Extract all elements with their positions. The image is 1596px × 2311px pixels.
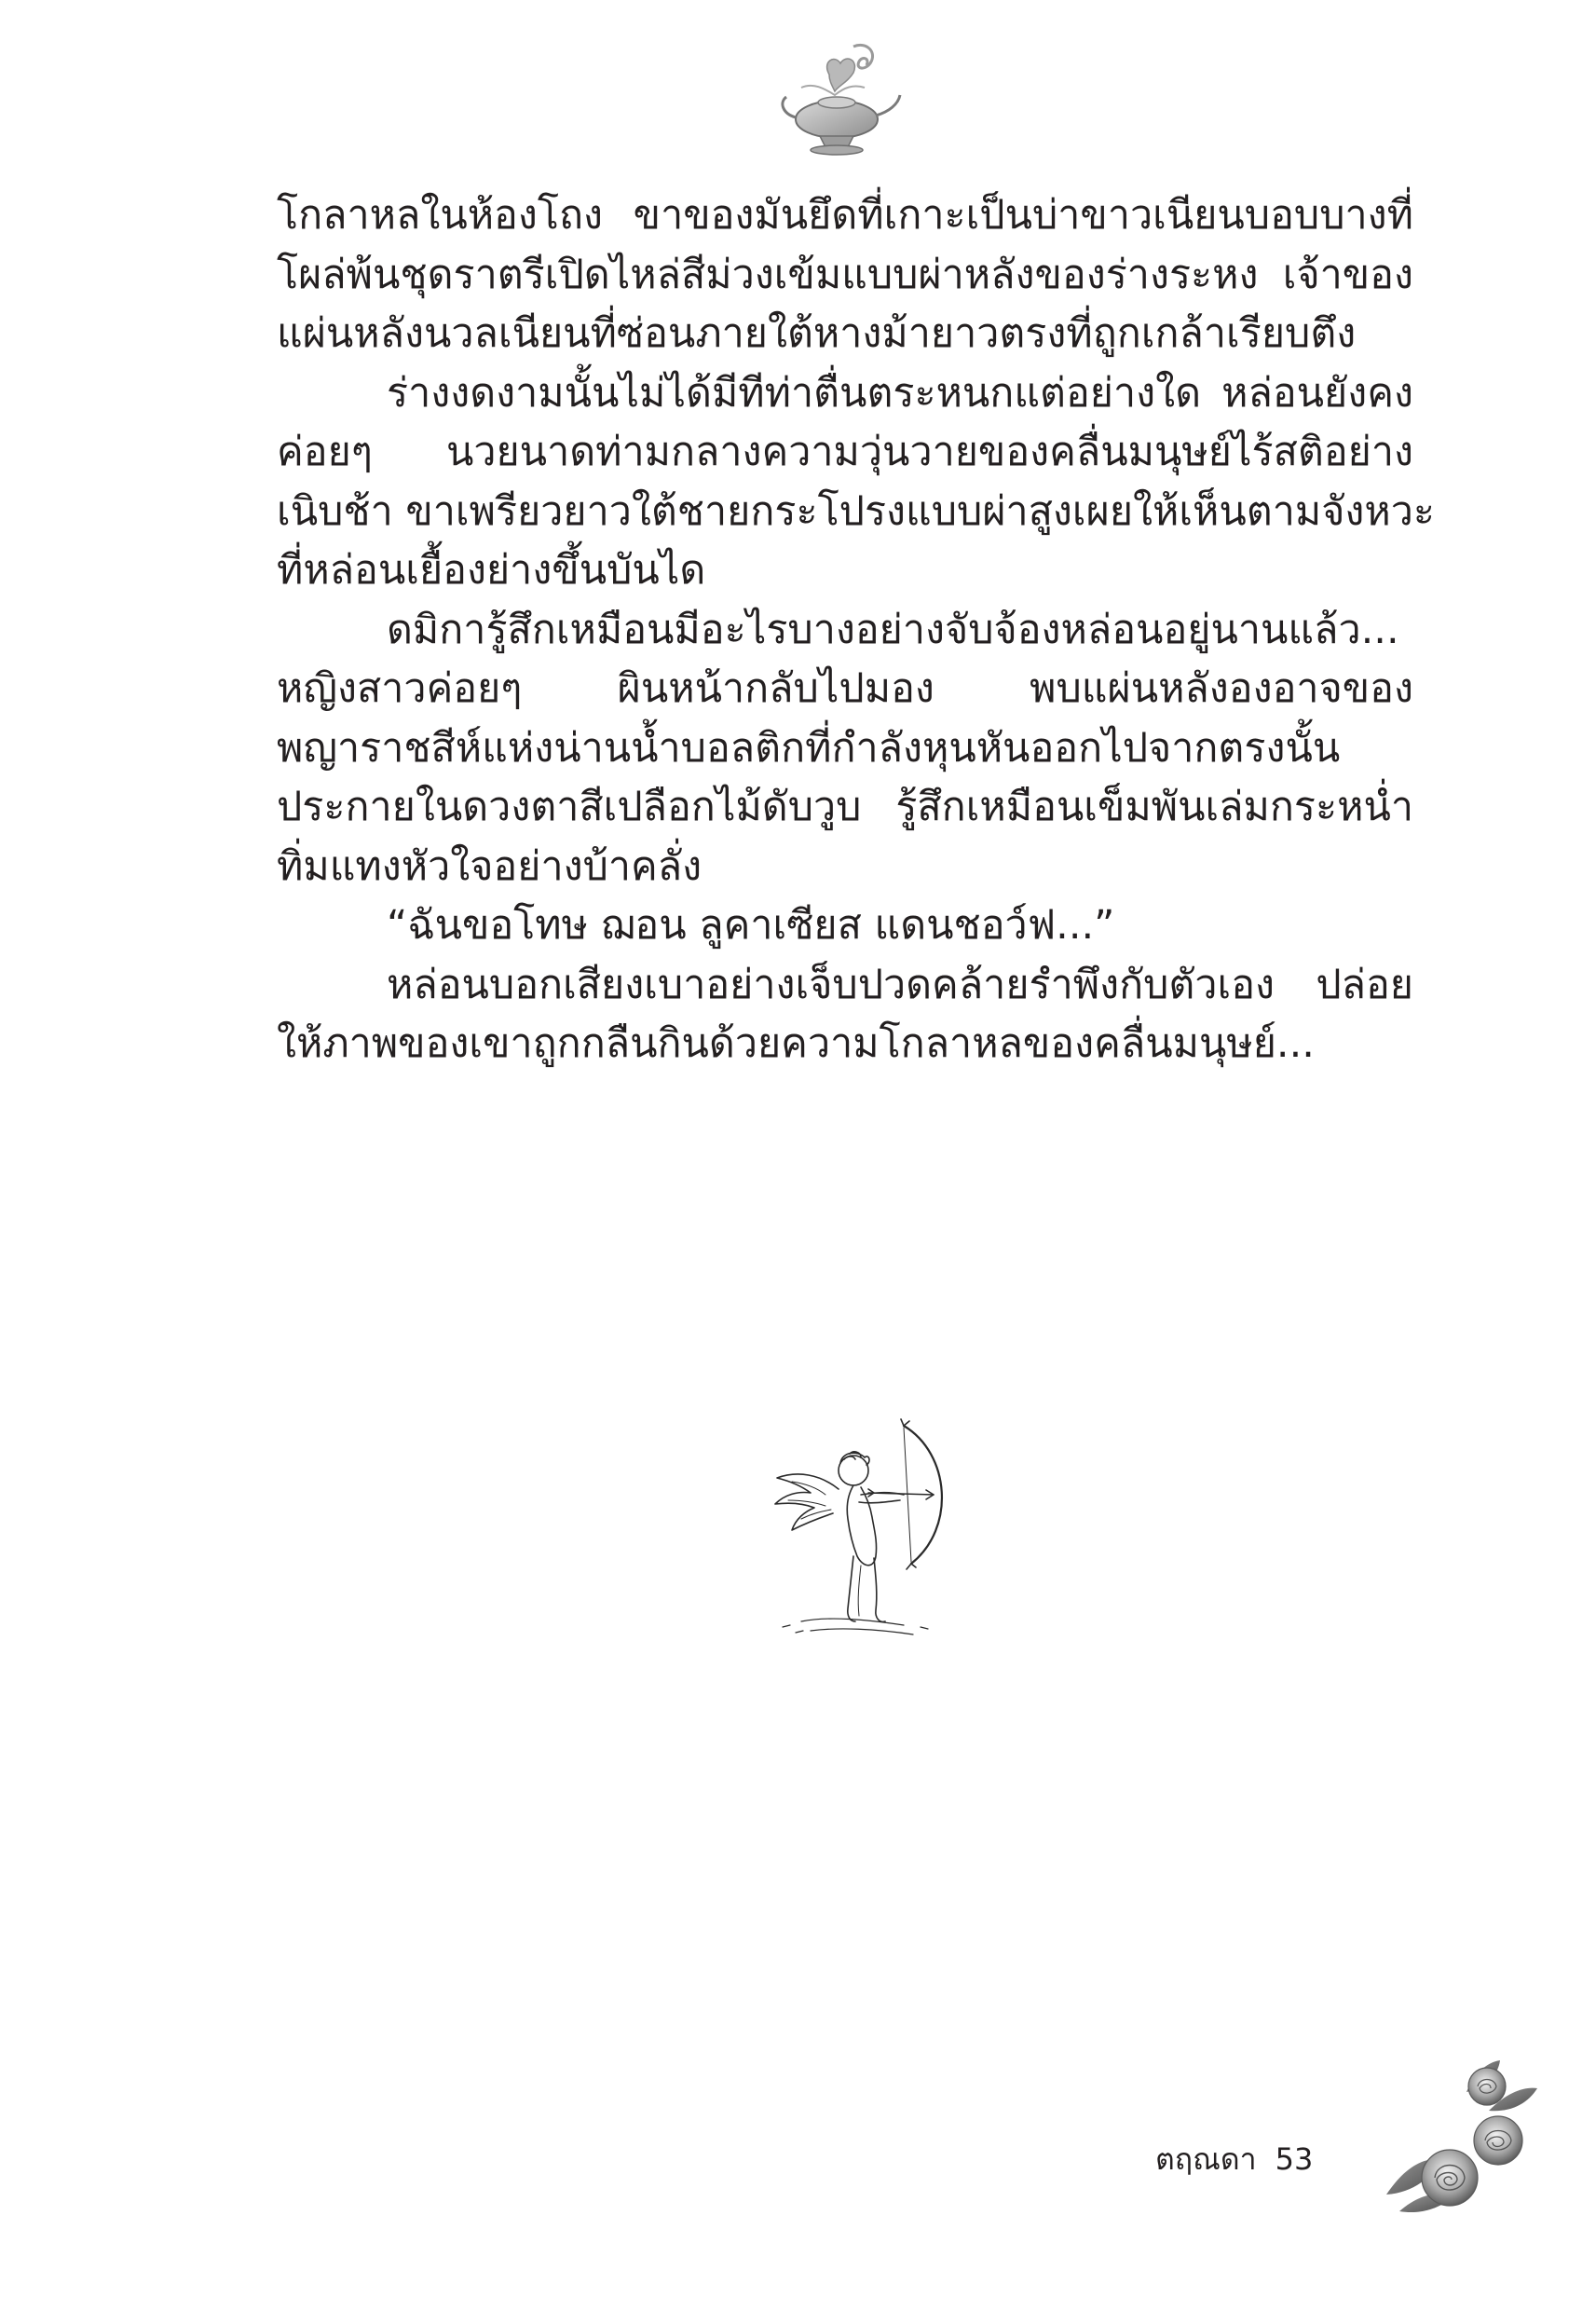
paragraph-1 [277,186,1413,364]
paragraph-4 [277,896,1413,956]
text-line: ดมิการู้สึกเหมือนมีอะไรบางอย่างจับจ้องหล่อนอยู่นานแล้ว... [387,606,1399,653]
text-line: หญิงสาวค่อยๆ ผินหน้ากลับไปมอง พบแผ่นหลังองอาจของ [277,665,1413,712]
text-line: เนิบช้า ขาเพรียวยาวใต้ชายกระโปรงแบบผ่าสูงเผยให้เห็นตามจังหวะ [277,487,1435,535]
text-line: ค่อยๆ นวยนาดท่ามกลางความวุ่นวายของคลื่นมนุษย์ไร้สติอย่าง [277,429,1413,475]
page-footer [1155,2136,1313,2183]
body-text [277,186,1435,1074]
paragraph-3 [277,601,1413,897]
running-title: ตฤณดา [1155,2141,1257,2177]
text-line: ที่หล่อนเยื้องย่างขึ้นบันได [277,547,706,594]
text-line: พญาราชสีห์แห่งน่านน้ำบอลติกที่กำลังหุนหันออกไปจากตรงนั้น [277,724,1341,772]
page-number: 53 [1275,2141,1314,2177]
text-line: แผ่นหลังนวลเนียนที่ซ่อนภายใต้หางม้ายาวตรงที่ถูกเกล้าเรียบตึง [277,310,1357,357]
lamp-ornament-icon [773,37,904,163]
text-line: ประกายในดวงตาสีเปลือกไม้ดับวูบ รู้สึกเหมือนเข็มพันเล่มกระหน่ำ [277,784,1413,830]
paragraph-5 [277,956,1413,1074]
text-line: หล่อนบอกเสียงเบาอย่างเจ็บปวดคล้ายรำพึงกับตัวเอง ปล่อย [387,961,1413,1008]
text-line: โกลาหลในห้องโถง ขาของมันยึดที่เกาะเป็นบ่าขาวเนียนบอบบางที่ [277,192,1413,239]
text-line: ให้ภาพของเขาถูกกลืนกินด้วยความโกลาหลของคลื่นมนุษย์... [277,1020,1315,1067]
text-line: ร่างงดงามนั้นไม่ได้มีทีท่าตื่นตระหนกแต่อย่างใด หล่อนยังคง [387,369,1413,417]
cupid-illustration [764,1416,978,1645]
text-line: โผล่พ้นชุดราตรีเปิดไหล่สีม่วงเข้มแบบผ่าหลังของร่างระหง เจ้าของ [277,251,1413,298]
paragraph-2 [277,364,1435,601]
roses-ornament [1377,2055,1540,2218]
text-line: ทิ่มแทงหัวใจอย่างบ้าคลั่ง [277,842,703,890]
dialogue-line: “ฉันขอโทษ ฌอน ลูคาเซียส แดนชอว์ฟ...” [387,902,1115,949]
